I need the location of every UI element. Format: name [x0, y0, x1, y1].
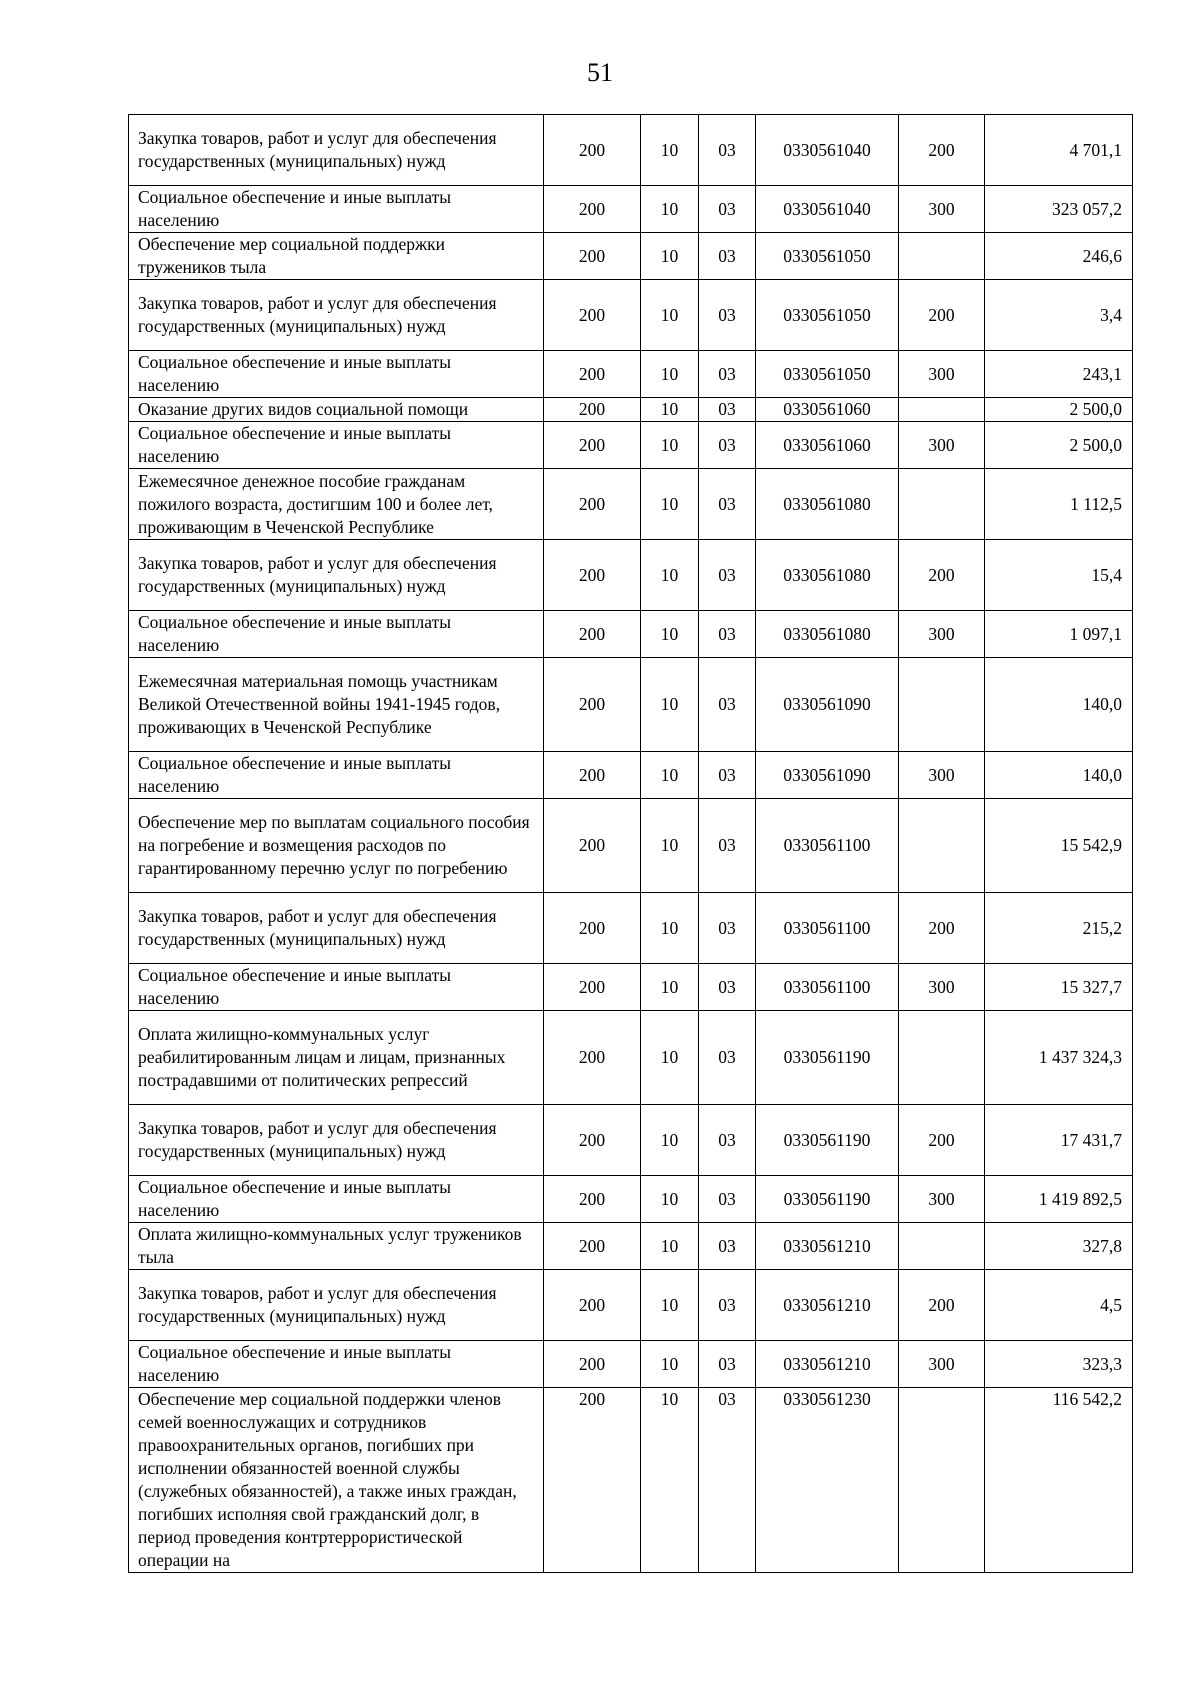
row-expense-type: 200 [899, 1105, 985, 1176]
row-amount: 323 057,2 [985, 186, 1133, 233]
row-target-article: 0330561190 [756, 1105, 899, 1176]
row-name: Оплата жилищно-коммунальных услуг тружеников тыла [129, 1223, 544, 1270]
row-section-code: 10 [641, 1388, 699, 1573]
row-ved-code: 200 [544, 233, 641, 280]
row-subsection-code: 03 [699, 115, 756, 186]
row-amount: 15,4 [985, 540, 1133, 611]
row-subsection-code: 03 [699, 1388, 756, 1573]
table-row [129, 186, 1133, 233]
row-expense-type: 300 [899, 351, 985, 398]
row-target-article: 0330561040 [756, 186, 899, 233]
row-target-article: 0330561190 [756, 1011, 899, 1105]
row-amount: 1 419 892,5 [985, 1176, 1133, 1223]
row-name: Обеспечение мер социальной поддержки членов семей военнослужащих и сотрудников правоохранительных органов, погибших при исполнении обязанностей военной службы (служебных обязанностей), а также иных граждан, погибших исполняя свой гражданский долг, в период проведения контртеррористической операции на [129, 1388, 544, 1573]
row-section-code: 10 [641, 469, 699, 540]
table-row [129, 469, 1133, 540]
row-section-code: 10 [641, 233, 699, 280]
row-subsection-code: 03 [699, 186, 756, 233]
row-expense-type [899, 398, 985, 422]
row-target-article: 0330561060 [756, 398, 899, 422]
row-expense-type: 300 [899, 611, 985, 658]
row-target-article: 0330561050 [756, 280, 899, 351]
table-row [129, 351, 1133, 398]
row-section-code: 10 [641, 799, 699, 893]
row-ved-code: 200 [544, 893, 641, 964]
row-name: Закупка товаров, работ и услуг для обеспечения государственных (муниципальных) нужд [129, 280, 544, 351]
row-section-code: 10 [641, 1176, 699, 1223]
row-expense-type [899, 1011, 985, 1105]
row-ved-code: 200 [544, 115, 641, 186]
table-row [129, 1223, 1133, 1270]
row-subsection-code: 03 [699, 233, 756, 280]
table-row [129, 280, 1133, 351]
row-target-article: 0330561210 [756, 1270, 899, 1341]
row-amount: 243,1 [985, 351, 1133, 398]
page-number: 51 [587, 58, 613, 87]
row-subsection-code: 03 [699, 422, 756, 469]
table-row [129, 964, 1133, 1011]
row-name: Закупка товаров, работ и услуг для обеспечения государственных (муниципальных) нужд [129, 893, 544, 964]
row-target-article: 0330561080 [756, 611, 899, 658]
row-name: Оплата жилищно-коммунальных услуг реабилитированным лицам и лицам, признанных пострадавшими от политических репрессий [129, 1011, 544, 1105]
budget-table [128, 114, 1133, 1573]
row-subsection-code: 03 [699, 799, 756, 893]
row-target-article: 0330561090 [756, 658, 899, 752]
row-section-code: 10 [641, 115, 699, 186]
table-row [129, 422, 1133, 469]
row-target-article: 0330561050 [756, 233, 899, 280]
row-ved-code: 200 [544, 611, 641, 658]
row-subsection-code: 03 [699, 1223, 756, 1270]
row-target-article: 0330561100 [756, 964, 899, 1011]
row-target-article: 0330561190 [756, 1176, 899, 1223]
row-ved-code: 200 [544, 398, 641, 422]
row-ved-code: 200 [544, 1270, 641, 1341]
row-amount: 327,8 [985, 1223, 1133, 1270]
row-amount: 246,6 [985, 233, 1133, 280]
row-name: Социальное обеспечение и иные выплаты населению [129, 1176, 544, 1223]
row-target-article: 0330561230 [756, 1388, 899, 1573]
row-ved-code: 200 [544, 658, 641, 752]
row-section-code: 10 [641, 280, 699, 351]
table-row [129, 1011, 1133, 1105]
row-expense-type: 300 [899, 186, 985, 233]
row-expense-type: 300 [899, 752, 985, 799]
row-expense-type: 200 [899, 115, 985, 186]
row-amount: 1 112,5 [985, 469, 1133, 540]
table-row [129, 1341, 1133, 1388]
row-name: Закупка товаров, работ и услуг для обеспечения государственных (муниципальных) нужд [129, 540, 544, 611]
row-section-code: 10 [641, 1270, 699, 1341]
row-section-code: 10 [641, 1011, 699, 1105]
row-section-code: 10 [641, 658, 699, 752]
row-amount: 215,2 [985, 893, 1133, 964]
row-amount: 2 500,0 [985, 398, 1133, 422]
row-ved-code: 200 [544, 1105, 641, 1176]
row-amount: 17 431,7 [985, 1105, 1133, 1176]
table-row [129, 1270, 1133, 1341]
row-section-code: 10 [641, 422, 699, 469]
row-subsection-code: 03 [699, 280, 756, 351]
row-expense-type: 300 [899, 1176, 985, 1223]
table-row [129, 658, 1133, 752]
row-target-article: 0330561080 [756, 469, 899, 540]
row-expense-type [899, 1388, 985, 1573]
row-ved-code: 200 [544, 1341, 641, 1388]
row-name: Социальное обеспечение и иные выплаты населению [129, 611, 544, 658]
row-expense-type: 300 [899, 1341, 985, 1388]
row-expense-type [899, 469, 985, 540]
row-expense-type: 200 [899, 1270, 985, 1341]
row-target-article: 0330561090 [756, 752, 899, 799]
row-subsection-code: 03 [699, 1011, 756, 1105]
row-amount: 116 542,2 [985, 1388, 1133, 1573]
table-row [129, 611, 1133, 658]
table-row [129, 1176, 1133, 1223]
row-name: Социальное обеспечение и иные выплаты населению [129, 186, 544, 233]
row-target-article: 0330561050 [756, 351, 899, 398]
row-expense-type: 300 [899, 964, 985, 1011]
table-row [129, 1105, 1133, 1176]
row-subsection-code: 03 [699, 893, 756, 964]
row-subsection-code: 03 [699, 540, 756, 611]
row-section-code: 10 [641, 1105, 699, 1176]
row-name: Социальное обеспечение и иные выплаты населению [129, 752, 544, 799]
table-row [129, 752, 1133, 799]
row-name: Социальное обеспечение и иные выплаты населению [129, 964, 544, 1011]
row-amount: 15 327,7 [985, 964, 1133, 1011]
row-subsection-code: 03 [699, 658, 756, 752]
table-row [129, 540, 1133, 611]
row-name: Закупка товаров, работ и услуг для обеспечения государственных (муниципальных) нужд [129, 1270, 544, 1341]
row-section-code: 10 [641, 1223, 699, 1270]
row-ved-code: 200 [544, 1011, 641, 1105]
row-name: Ежемесячная материальная помощь участникам Великой Отечественной войны 1941-1945 годов, проживающих в Чеченской Республике [129, 658, 544, 752]
row-name: Социальное обеспечение и иные выплаты населению [129, 351, 544, 398]
row-expense-type: 200 [899, 280, 985, 351]
row-section-code: 10 [641, 398, 699, 422]
row-ved-code: 200 [544, 280, 641, 351]
row-ved-code: 200 [544, 1388, 641, 1573]
row-subsection-code: 03 [699, 398, 756, 422]
row-ved-code: 200 [544, 186, 641, 233]
table-row [129, 115, 1133, 186]
row-name: Обеспечение мер социальной поддержки тружеников тыла [129, 233, 544, 280]
row-expense-type: 200 [899, 893, 985, 964]
row-ved-code: 200 [544, 799, 641, 893]
table-row [129, 233, 1133, 280]
row-subsection-code: 03 [699, 752, 756, 799]
row-amount: 1 097,1 [985, 611, 1133, 658]
row-section-code: 10 [641, 351, 699, 398]
row-name: Закупка товаров, работ и услуг для обеспечения государственных (муниципальных) нужд [129, 115, 544, 186]
row-name: Социальное обеспечение и иные выплаты населению [129, 422, 544, 469]
row-amount: 4,5 [985, 1270, 1133, 1341]
row-amount: 1 437 324,3 [985, 1011, 1133, 1105]
row-amount: 15 542,9 [985, 799, 1133, 893]
row-ved-code: 200 [544, 752, 641, 799]
row-expense-type [899, 1223, 985, 1270]
row-name: Закупка товаров, работ и услуг для обеспечения государственных (муниципальных) нужд [129, 1105, 544, 1176]
row-subsection-code: 03 [699, 351, 756, 398]
row-expense-type: 200 [899, 540, 985, 611]
row-amount: 4 701,1 [985, 115, 1133, 186]
row-name: Ежемесячное денежное пособие гражданам пожилого возраста, достигшим 100 и более лет, проживающим в Чеченской Республике [129, 469, 544, 540]
row-expense-type [899, 658, 985, 752]
row-target-article: 0330561080 [756, 540, 899, 611]
row-expense-type [899, 233, 985, 280]
row-name: Социальное обеспечение и иные выплаты населению [129, 1341, 544, 1388]
row-ved-code: 200 [544, 964, 641, 1011]
row-ved-code: 200 [544, 540, 641, 611]
table-row [129, 1388, 1133, 1573]
row-amount: 140,0 [985, 658, 1133, 752]
row-subsection-code: 03 [699, 1105, 756, 1176]
row-target-article: 0330561060 [756, 422, 899, 469]
row-amount: 2 500,0 [985, 422, 1133, 469]
row-section-code: 10 [641, 540, 699, 611]
row-section-code: 10 [641, 611, 699, 658]
row-section-code: 10 [641, 893, 699, 964]
row-ved-code: 200 [544, 469, 641, 540]
row-name: Обеспечение мер по выплатам социального пособия на погребение и возмещения расходов по гарантированному перечню услуг по погребению [129, 799, 544, 893]
row-section-code: 10 [641, 752, 699, 799]
row-subsection-code: 03 [699, 964, 756, 1011]
row-amount: 3,4 [985, 280, 1133, 351]
table-row [129, 398, 1133, 422]
row-subsection-code: 03 [699, 1176, 756, 1223]
row-expense-type [899, 799, 985, 893]
row-section-code: 10 [641, 1341, 699, 1388]
row-amount: 140,0 [985, 752, 1133, 799]
row-subsection-code: 03 [699, 1341, 756, 1388]
row-target-article: 0330561040 [756, 115, 899, 186]
row-amount: 323,3 [985, 1341, 1133, 1388]
row-target-article: 0330561210 [756, 1341, 899, 1388]
row-section-code: 10 [641, 964, 699, 1011]
table-row [129, 799, 1133, 893]
row-name: Оказание других видов социальной помощи [129, 398, 544, 422]
table-row [129, 893, 1133, 964]
row-section-code: 10 [641, 186, 699, 233]
row-target-article: 0330561100 [756, 893, 899, 964]
budget-table-body [129, 115, 1133, 1573]
row-ved-code: 200 [544, 1176, 641, 1223]
row-ved-code: 200 [544, 351, 641, 398]
row-ved-code: 200 [544, 422, 641, 469]
row-subsection-code: 03 [699, 611, 756, 658]
row-expense-type: 300 [899, 422, 985, 469]
row-subsection-code: 03 [699, 469, 756, 540]
row-ved-code: 200 [544, 1223, 641, 1270]
row-subsection-code: 03 [699, 1270, 756, 1341]
row-target-article: 0330561100 [756, 799, 899, 893]
row-target-article: 0330561210 [756, 1223, 899, 1270]
